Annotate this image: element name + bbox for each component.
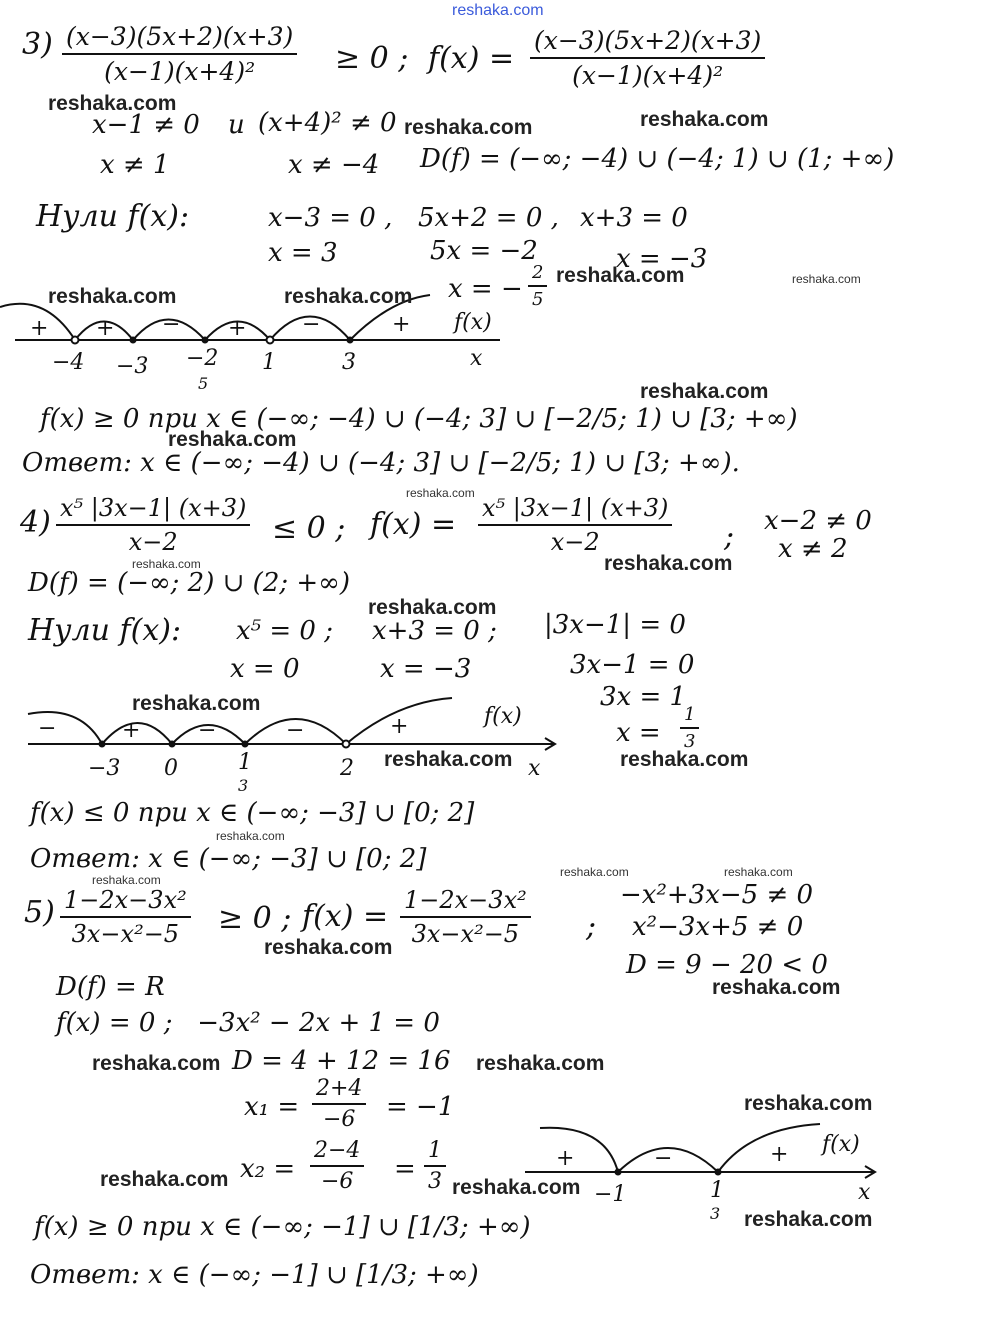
p3-result-1: x ≠ 1 xyxy=(100,150,170,180)
p5-f-denominator: 3x−x²−5 xyxy=(411,920,520,948)
p4-tick-den: 3 xyxy=(238,776,249,795)
p3-point-minus4 xyxy=(72,337,79,344)
p5-ineq-relation: ≥ 0 ; xyxy=(218,901,292,936)
p5-semicolon: ; xyxy=(586,909,597,944)
p3-tick-minus3: −3 xyxy=(116,354,149,379)
p4-sign-3: − xyxy=(198,718,217,743)
p3-ineq-relation: ≥ 0 ; xyxy=(335,41,409,76)
p4-sol3c-den: 3 xyxy=(684,731,696,752)
p5-answer-condition: f(x) ≥ 0 при x ∈ (−∞; −1] ∪ [1/3; +∞) xyxy=(34,1212,531,1242)
watermark[interactable]: reshaka.com xyxy=(216,829,285,843)
p5-x2-denominator: −6 xyxy=(321,1169,354,1194)
p5-ineq-numerator: 1−2x−3x² xyxy=(60,886,191,918)
p4-ineq-relation: ≤ 0 ; xyxy=(272,511,346,546)
p4-sign-5: + xyxy=(390,714,409,739)
p5-ineq-denominator: 3x−x²−5 xyxy=(71,920,180,948)
p4-f-label: f(x) = xyxy=(370,507,457,542)
problem-3-number: 3) xyxy=(22,27,53,62)
p5-x1-denominator: −6 xyxy=(323,1107,356,1132)
p5-x2-res-den: 3 xyxy=(428,1169,442,1194)
p4-point-0 xyxy=(169,741,176,748)
p4-tick-0: 0 xyxy=(164,756,178,781)
p3-tick-3: 3 xyxy=(342,350,356,375)
p5-x1-fraction xyxy=(312,1076,366,1132)
p3-condition-2: (x+4)² ≠ 0 xyxy=(258,108,397,138)
p3-solution-3: x = −3 xyxy=(616,244,708,274)
p4-tick-2: 2 xyxy=(340,756,354,781)
p4-equation-3: |3x−1| = 0 xyxy=(544,610,686,640)
p5-answer: Ответ: x ∈ (−∞; −1] ∪ [1/3; +∞) xyxy=(30,1260,479,1290)
p5-x1-numerator: 2+4 xyxy=(312,1076,366,1105)
p5-x2-res-num: 1 xyxy=(424,1138,446,1167)
watermark-top[interactable]: reshaka.com xyxy=(452,2,544,19)
p4-domain: D(f) = (−∞; 2) ∪ (2; +∞) xyxy=(28,568,350,598)
p3-ineq-denominator: (x−1)(x+4)² xyxy=(104,57,256,86)
p5-discriminant: D = 4 + 12 = 16 xyxy=(232,1046,451,1076)
p4-solution-1: x = 0 xyxy=(230,654,300,684)
p4-solution-3b: 3x = 1 xyxy=(600,682,687,712)
p5-arc-1 xyxy=(540,1128,618,1172)
p5-tick-den: 3 xyxy=(710,1204,721,1223)
p4-f-numerator: x⁵ |3x−1| (x+3) xyxy=(478,494,672,526)
watermark[interactable]: reshaka.com xyxy=(132,692,261,715)
p3-sign-1: + xyxy=(30,316,49,341)
p3-point-minus3 xyxy=(130,337,137,344)
p5-f-fraction xyxy=(400,886,531,948)
p3-condition-1: x−1 ≠ 0 xyxy=(92,110,200,140)
p5-condition-1: −x²+3x−5 ≠ 0 xyxy=(620,880,814,910)
p3-domain: D(f) = (−∞; −4) ∪ (−4; 1) ∪ (1; +∞) xyxy=(420,144,895,174)
p3-equation-1: x−3 = 0 , xyxy=(268,203,393,233)
p3-tick-1: 1 xyxy=(262,350,276,375)
p5-x2-label: x₂ = xyxy=(240,1154,296,1184)
p3-sign-4: + xyxy=(228,316,247,341)
p5-condition-2: x²−3x+5 ≠ 0 xyxy=(632,912,804,942)
p3-f-denominator: (x−1)(x+4)² xyxy=(572,61,724,90)
watermark[interactable]: reshaka.com xyxy=(560,865,629,879)
problem-4-number: 4) xyxy=(20,505,51,540)
watermark[interactable]: reshaka.com xyxy=(48,92,177,115)
p3-tick-minus2: −2 xyxy=(186,346,219,371)
p3-sol2b-den: 5 xyxy=(532,289,544,310)
p3-sign-5: − xyxy=(302,312,321,337)
p3-tick-den: 5 xyxy=(198,374,209,393)
p4-sign-2: + xyxy=(122,718,141,743)
p4-condition-1: x−2 ≠ 0 xyxy=(764,506,872,536)
watermark[interactable]: reshaka.com xyxy=(556,264,685,287)
p4-condition-2: x ≠ 2 xyxy=(778,534,848,564)
watermark[interactable]: reshaka.com xyxy=(168,428,297,451)
p3-sol2b-num: 2 xyxy=(528,262,547,287)
p4-solution-3c-fraction xyxy=(680,704,699,752)
p3-result-2: x ≠ −4 xyxy=(288,150,380,180)
p4-equation-1: x⁵ = 0 ; xyxy=(236,616,333,646)
p4-sign-1: − xyxy=(38,716,57,741)
p3-point-minus2-5 xyxy=(202,337,209,344)
p4-solution-2: x = −3 xyxy=(380,654,472,684)
p5-inequality-fraction xyxy=(60,886,191,948)
p3-zeros-label: Нули f(x): xyxy=(36,199,190,234)
watermark[interactable]: reshaka.com xyxy=(368,596,497,619)
p3-answer-condition: f(x) ≥ 0 при x ∈ (−∞; −4) ∪ (−4; 3] ∪ [−2/5; 1) ∪ [3; +∞) xyxy=(40,404,798,434)
p5-point-minus1 xyxy=(615,1169,622,1176)
p4-point-1-3 xyxy=(242,741,249,748)
p3-equation-3: x+3 = 0 xyxy=(580,203,688,233)
watermark[interactable]: reshaka.com xyxy=(476,1052,605,1075)
p4-f-fraction xyxy=(478,494,672,556)
p3-point-3 xyxy=(347,337,354,344)
p4-answer: Ответ: x ∈ (−∞; −3] ∪ [0; 2] xyxy=(30,844,427,874)
p5-axis-variable: x xyxy=(858,1180,871,1205)
watermark[interactable]: reshaka.com xyxy=(712,976,841,999)
watermark[interactable]: reshaka.com xyxy=(384,748,513,771)
watermark[interactable]: reshaka.com xyxy=(744,1092,873,1115)
p4-f-denominator: x−2 xyxy=(550,528,600,556)
watermark[interactable]: reshaka.com xyxy=(406,486,475,500)
p3-equation-2: 5x+2 = 0 , xyxy=(418,203,559,233)
p4-solution-3c: x = xyxy=(616,718,661,748)
p3-fx-label: f(x) xyxy=(454,310,492,335)
p3-f-label: f(x) = xyxy=(428,41,515,76)
p4-tick-minus3: −3 xyxy=(88,756,121,781)
watermark[interactable]: reshaka.com xyxy=(620,748,749,771)
p5-tick-minus1: −1 xyxy=(594,1182,627,1207)
p4-sign-4: − xyxy=(286,718,305,743)
p5-x1-label: x₁ = xyxy=(244,1092,300,1122)
p5-sign-1: + xyxy=(556,1146,575,1171)
p4-answer-condition: f(x) ≤ 0 при x ∈ (−∞; −3] ∪ [0; 2] xyxy=(30,798,475,828)
watermark[interactable]: reshaka.com xyxy=(452,1176,581,1199)
watermark[interactable]: reshaka.com xyxy=(92,1052,221,1075)
p3-condition-and: и xyxy=(228,110,245,140)
p5-x2-result: = xyxy=(394,1154,416,1184)
problem-5-number: 5) xyxy=(24,895,55,930)
p5-sign-2: − xyxy=(654,1146,673,1171)
watermark[interactable]: reshaka.com xyxy=(604,552,733,575)
watermark[interactable]: reshaka.com xyxy=(744,1208,873,1231)
p4-fx-label: f(x) xyxy=(484,704,522,729)
p4-ineq-numerator: x⁵ |3x−1| (x+3) xyxy=(56,494,250,526)
watermark[interactable]: reshaka.com xyxy=(284,285,413,308)
p3-inequality-fraction xyxy=(62,22,297,86)
p3-sign-3: − xyxy=(162,312,181,337)
p4-axis-variable: x xyxy=(528,756,541,781)
p3-sign-6: + xyxy=(392,312,411,337)
p3-axis-variable: x xyxy=(470,346,483,371)
p3-point-1 xyxy=(267,337,274,344)
p5-domain: D(f) = R xyxy=(56,972,165,1002)
p3-f-fraction xyxy=(530,26,765,90)
p4-inequality-fraction xyxy=(56,494,250,556)
p5-x2-numerator: 2−4 xyxy=(310,1138,364,1167)
p3-solution-2b-fraction xyxy=(528,262,547,310)
p4-semicolon: ; xyxy=(724,519,735,554)
watermark[interactable]: reshaka.com xyxy=(792,272,861,286)
p4-zeros-label: Нули f(x): xyxy=(28,613,182,648)
p5-sign-3: + xyxy=(770,1142,789,1167)
p4-tick-1: 1 xyxy=(238,750,252,775)
p5-zeros-line: f(x) = 0 ; −3x² − 2x + 1 = 0 xyxy=(56,1008,440,1038)
p3-solution-1: x = 3 xyxy=(268,238,338,268)
watermark[interactable]: reshaka.com xyxy=(724,865,793,879)
watermark[interactable]: reshaka.com xyxy=(640,380,769,403)
p5-x2-result-fraction xyxy=(424,1138,446,1194)
p5-fx-label: f(x) xyxy=(822,1132,860,1157)
p3-tick-minus4: −4 xyxy=(52,350,85,375)
p5-f-label: f(x) = xyxy=(302,899,389,934)
p4-solution-3a: 3x−1 = 0 xyxy=(570,650,695,680)
watermark[interactable]: reshaka.com xyxy=(404,116,533,139)
p4-ineq-denominator: x−2 xyxy=(128,528,178,556)
p3-sign-2: + xyxy=(96,316,115,341)
p3-ineq-numerator: (x−3)(5x+2)(x+3) xyxy=(62,22,297,55)
p5-arc-3 xyxy=(718,1124,820,1172)
p4-sol3c-num: 1 xyxy=(680,704,699,729)
p5-f-numerator: 1−2x−3x² xyxy=(400,886,531,918)
watermark[interactable]: reshaka.com xyxy=(48,285,177,308)
watermark[interactable]: reshaka.com xyxy=(132,557,201,571)
p5-point-1-3 xyxy=(715,1169,722,1176)
p5-condition-3: D = 9 − 20 < 0 xyxy=(626,950,828,980)
p3-f-numerator: (x−3)(5x+2)(x+3) xyxy=(530,26,765,59)
p4-point-minus3 xyxy=(99,741,106,748)
watermark[interactable]: reshaka.com xyxy=(100,1168,229,1191)
p5-x2-fraction xyxy=(310,1138,364,1194)
p3-solution-2a: 5x = −2 xyxy=(430,236,538,266)
watermark[interactable]: reshaka.com xyxy=(640,108,769,131)
watermark[interactable]: reshaka.com xyxy=(92,873,161,887)
watermark[interactable]: reshaka.com xyxy=(264,936,393,959)
p5-x1-result: = −1 xyxy=(386,1092,455,1122)
p4-point-2 xyxy=(343,741,350,748)
p4-equation-2: x+3 = 0 ; xyxy=(372,616,497,646)
p3-answer: Ответ: x ∈ (−∞; −4) ∪ (−4; 3] ∪ [−2/5; 1) ∪ [3; +∞). xyxy=(22,448,740,478)
p5-tick-1: 1 xyxy=(710,1178,724,1203)
p3-solution-2b: x = − xyxy=(448,274,523,304)
